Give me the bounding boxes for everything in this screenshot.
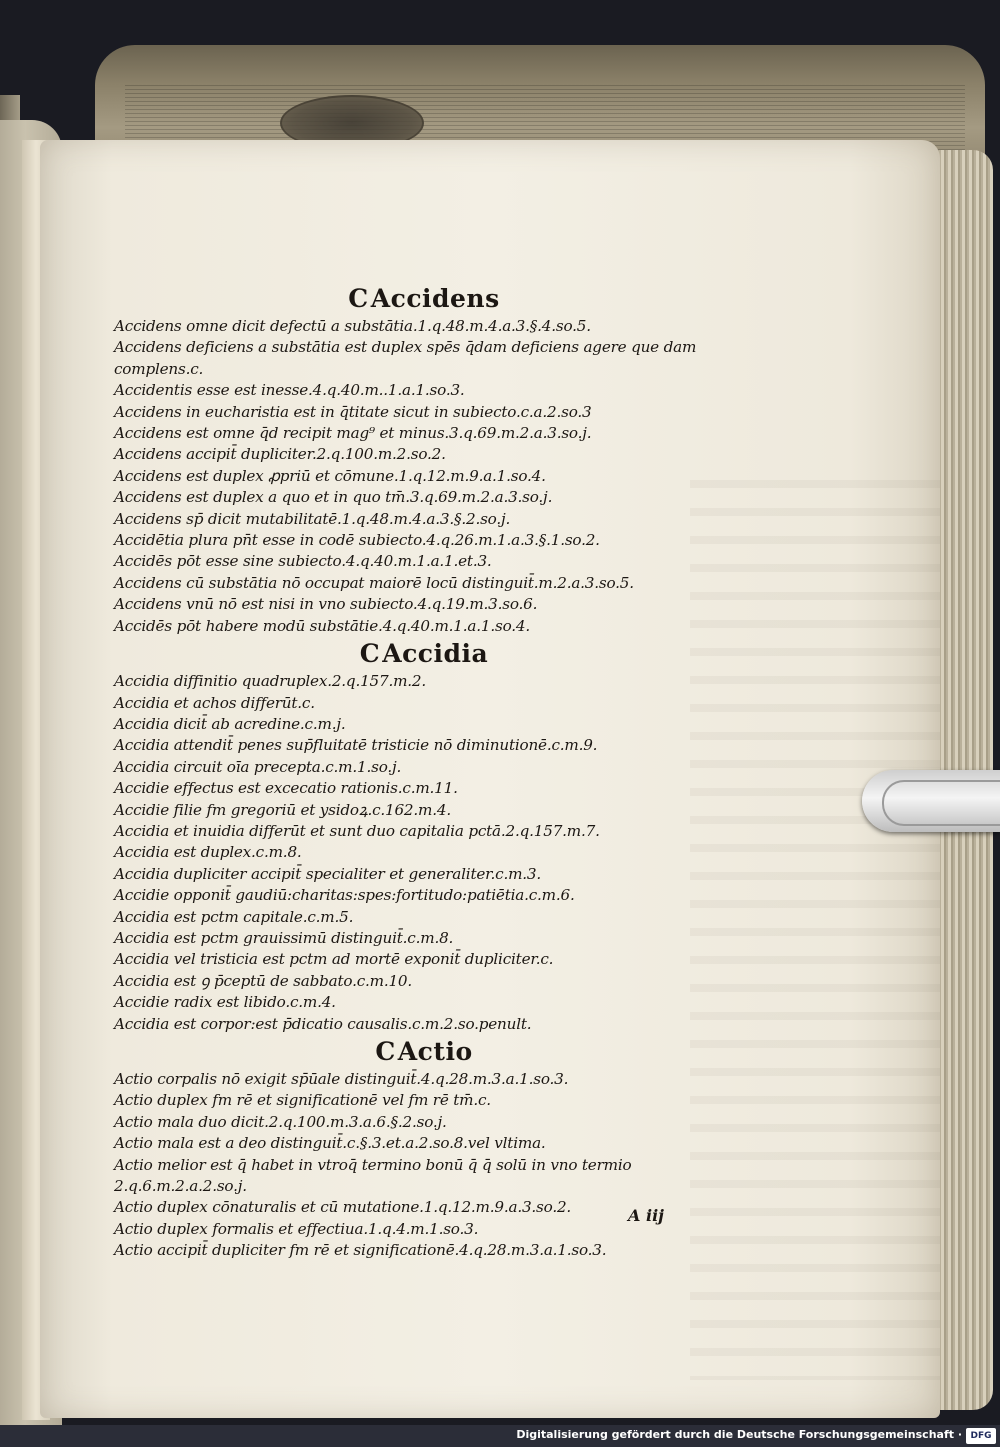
entry: Actio duplex fm rē et significationē vel fm rē tm̄.c. [114, 1091, 491, 1110]
entry: Accidens omne dicit defectū a substātia.1.q.48.m.4.a.3.§.4.so.5. [114, 317, 591, 335]
entry: Accidia attendit̄ penes sup̄fluitatē tristicie nō diminutionē.c.m.9. [114, 736, 598, 755]
entry: Accidia est pctm capitale.c.m.5. [114, 907, 354, 926]
entry: Accidens cū substātia nō occupat maiorē locū distinguit̄.m.2.a.3.so.5. [114, 573, 634, 592]
entry: Accidia circuit oīa precepta.c.m.1.so.j. [114, 757, 402, 776]
entry: Accidens est duplex a quo et in quo tm̄.3.q.69.m.2.a.3.so.j. [114, 488, 553, 507]
entry: Accidie radix est libido.c.m.4. [114, 993, 336, 1012]
entry: Accidens est duplex ꝓpriū et cōmune.1.q.12.m.9.a.1.so.4. [114, 466, 546, 485]
pilcrow-mark: C [375, 1037, 396, 1066]
heading-text: Accidens [370, 284, 500, 313]
clip-loop [882, 780, 1000, 826]
entry: Actio corpalis nō exigit sp̄ūale distinguit̄.4.q.28.m.3.a.1.so.3. [114, 1070, 569, 1088]
entry: Accidie filie fm gregoriū et ysidoꝝ.c.162.m.4. [114, 800, 451, 819]
footer-credit: Digitalisierung gefördert durch die Deutsche Forschungsgemeinschaft · [516, 1428, 962, 1441]
section-accidia [114, 637, 734, 1035]
entry: Accidie effectus est excecatio rationis.c.m.11. [114, 779, 458, 798]
entry: Accidia dupliciter accipit̄ specialiter et generaliter.c.m.3. [114, 864, 542, 883]
pilcrow-mark: C [359, 639, 381, 669]
entry: Accidēs pōt esse sine subiecto.4.q.40.m.1.a.1.et.3. [114, 552, 492, 571]
entry: Accidētia plura pn̄t esse in codē subiecto.4.q.26.m.1.a.3.§.1.so.2. [114, 531, 600, 550]
entry: Accidens vnū nō est nisi in vno subiecto.4.q.19.m.3.so.6. [114, 595, 538, 614]
entry: Actio duplex cōnaturalis et cū mutatione.1.q.12.m.9.a.3.so.2. [114, 1198, 572, 1217]
entry: Accidia diffinitio quadruplex.2.q.157.m.2. [114, 672, 427, 691]
entry: Accidens in eucharistia est in q̄titate sicut in subiecto.c.a.2.so.3 [114, 402, 592, 421]
dfg-logo-icon: DFG [966, 1428, 996, 1444]
entry: Accidia dicit̄ ab acredine.c.m.j. [114, 714, 346, 733]
signature-mark: A iij [628, 1206, 664, 1225]
entry: Accidia est duplex.c.m.8. [114, 843, 302, 862]
entry: Accidens est omne q̄d recipit mag⁹ et minus.3.q.69.m.2.a.3.so.j. [114, 424, 592, 443]
entry: Accidia et achos differūt.c. [114, 693, 315, 712]
pilcrow-mark: C [348, 284, 369, 313]
entry: Accidens sp̄ dicit mutabilitatē.1.q.48.m.4.a.3.§.2.so.j. [114, 509, 511, 528]
entry: Accidia est pctm grauissimū distinguit̄.c.m.8. [114, 928, 454, 947]
entry: Accidia est corpor:est p̄dicatio causalis.c.m.2.so.penult. [114, 1014, 532, 1033]
section-actio [114, 1035, 734, 1262]
section-accidens [114, 282, 734, 637]
entry: Actio melior est q̄ habet in vtroq̄ termino bonū q̄ q̄ solū in vno termio 2.q.6.m.2.a.2.so.j. [114, 1155, 632, 1196]
entry: Actio duplex formalis et effectiua.1.q.4.m.1.so.3. [114, 1219, 479, 1238]
entry: Accidie opponit̄ gaudiū:charitas:spes:fortitudo:patiētia.c.m.6. [114, 886, 575, 905]
entry: Accidia et inuidia differūt et sunt duo capitalia pctā.2.q.157.m.7. [114, 821, 600, 840]
heading-text: Actio [397, 1037, 473, 1066]
entry: Accidens accipit̄ dupliciter.2.q.100.m.2.so.2. [114, 445, 446, 464]
entry: Accidia vel tristicia est pctm ad mortē exponit̄ dupliciter.c. [114, 950, 554, 969]
entry: Accidia est ꝯ p̄ceptū de sabbato.c.m.10. [114, 971, 413, 990]
entry: Accidēs pōt habere modū substātie.4.q.40.m.1.a.1.so.4. [114, 616, 530, 635]
footer-bar [0, 1425, 1000, 1447]
entry: Accidentis esse est inesse.4.q.40.m..1.a.1.so.3. [114, 381, 465, 400]
entry: Accidens deficiens a substātia est duplex spēs q̄dam deficiens agere que dam complens.c. [114, 338, 697, 378]
page-clip [862, 770, 1000, 832]
section-heading [114, 637, 734, 671]
entry: Actio accipit̄ dupliciter fm rē et significationē.4.q.28.m.3.a.1.so.3. [114, 1241, 607, 1260]
heading-text: Accidia [382, 639, 489, 669]
entry: Actio mala duo dicit.2.q.100.m.3.a.6.§.2.so.j. [114, 1112, 447, 1131]
section-heading [114, 282, 734, 316]
section-heading [114, 1035, 734, 1069]
index-text [114, 282, 734, 1262]
entry: Actio mala est a deo distinguit̄.c.§.3.et.a.2.so.8.vel vltima. [114, 1134, 546, 1153]
